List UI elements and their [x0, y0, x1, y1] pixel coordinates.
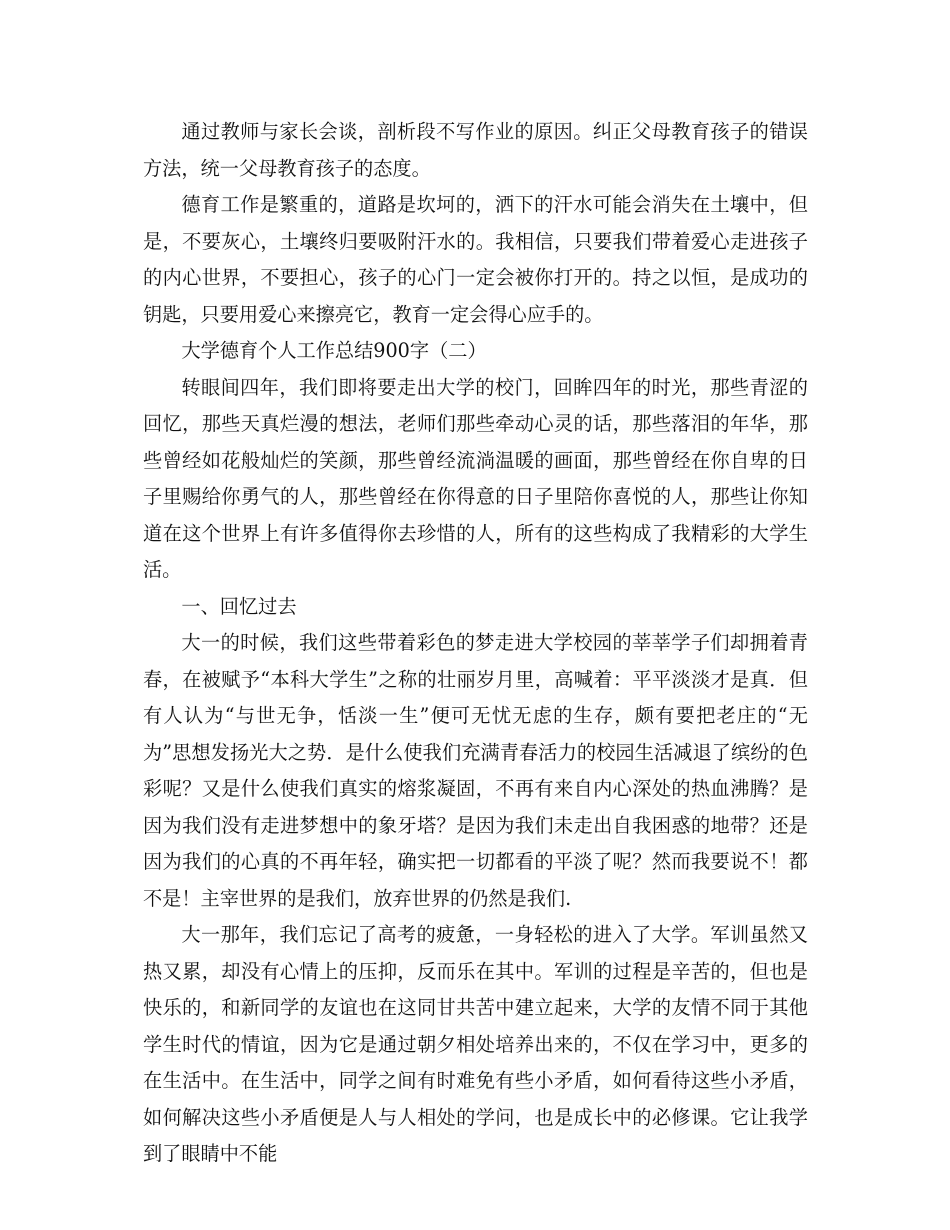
paragraph-freshman-dreams: 大一的时候，我们这些带着彩色的梦走进大学校园的莘莘学子们却拥着青春，在被赋予“本科大学生”之称的壮丽岁月里，高喊着：平平淡淡才是真．但有人认为“与世无争，恬淡一生”便可无忧无虑的生存，颇有要把老庄的“无为”思想发扬光大之势．是什么使我们充满青春活力的校园生活减退了缤纷的色彩呢？又是什么使我们真实的熔浆凝固，不再有来自内心深处的热血沸腾？是因为我们没有走进梦想中的象牙塔？是因为我们未走出自我困惑的地带？还是因为我们的心真的不再年轻，确实把一切都看的平淡了呢？然而我要说不！都不是！主宰世界的是我们，放弃世界的仍然是我们. [143, 631, 808, 910]
paragraph-four-years-review: 转眼间四年，我们即将要走出大学的校门，回眸四年的时光，那些青涩的回忆，那些天真烂漫的想法，老师们那些牵动心灵的话，那些落泪的年华，那些曾经如花般灿烂的笑颜，那些曾经流淌温暖的画面，那些曾经在你自卑的日子里赐给你勇气的人，那些曾经在你得意的日子里陪你喜悦的人，那些让你知道在这个世界上有许多值得你去珍惜的人，所有的这些构成了我精彩的大学生活。 [143, 375, 808, 581]
document-body [143, 114, 808, 1173]
paragraph-teacher-parent-talk: 通过教师与家长会谈，剖析段不写作业的原因。纠正父母教育孩子的错误方法，统一父母教育孩子的态度。 [143, 120, 808, 180]
section-heading-recall-past: 一、回忆过去 [181, 594, 297, 618]
paragraph-freshman-year: 大一那年，我们忘记了高考的疲惫，一身轻松的进入了大学。军训虽然又热又累，却没有心情上的压抑，反而乐在其中。军训的过程是辛苦的，但也是快乐的，和新同学的友谊也在这同甘共苦中建立起来，大学的友情不同于其他学生时代的情谊，因为它是通过朝夕相处培养出来的，不仅在学习中，更多的在生活中。在生活中，同学之间有时难免有些小矛盾，如何看待这些小矛盾，如何解决这些小矛盾便是人与人相处的学问，也是成长中的必修课。它让我学到了眼睛中不能 [143, 923, 808, 1165]
section-heading-summary-part-two: 大学德育个人工作总结900字（二） [181, 339, 487, 362]
paragraph-moral-education-work: 德育工作是繁重的，道路是坎坷的，洒下的汗水可能会消失在土壤中，但是，不要灰心，土壤终归要吸附汗水的。我相信，只要我们带着爱心走进孩子的内心世界，不要担心，孩子的心门一定会被你打开的。持之以恒，是成功的钥匙，只要用爱心来擦亮它，教育一定会得心应手的。 [143, 193, 808, 326]
